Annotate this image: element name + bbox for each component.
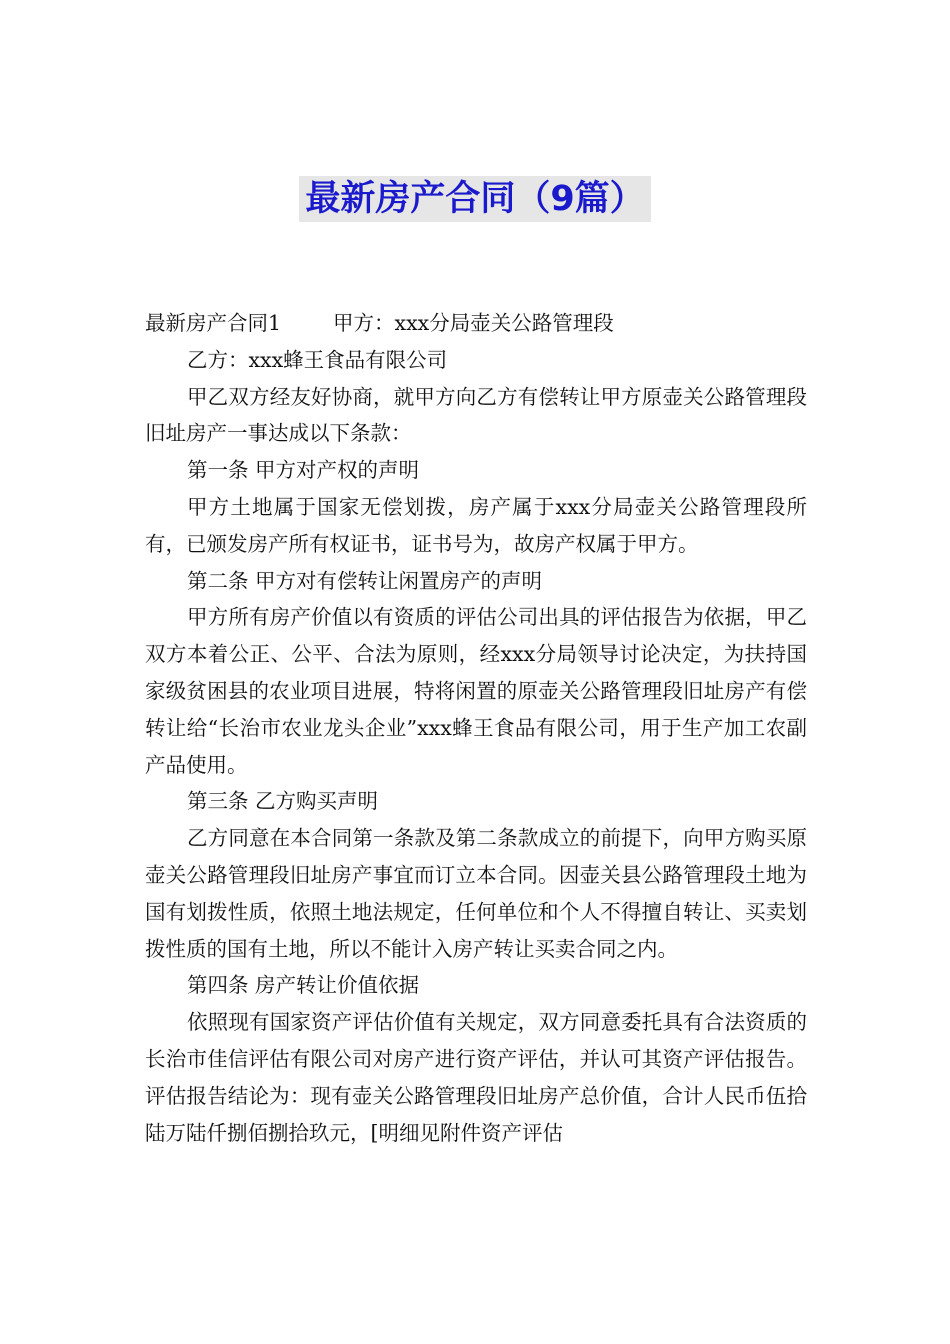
clause-2-text: 甲方所有房产价值以有资质的评估公司出具的评估报告为依据，甲乙双方本着公正、公平、合法为原则，经xxx分局领导讨论决定，为扶持国家级贫困县的农业项目进展，特将闲置的原壶关公路管理段旧址房产有偿转让给“长治市农业龙头企业”xxx蜂王食品有限公司，用于生产加工农副产品使用。	[145, 605, 807, 777]
party-a: 甲方：xxx分局壶关公路管理段	[333, 311, 614, 335]
clause-1-text: 甲方土地属于国家无偿划拨，房产属于xxx分局壶关公路管理段所有，已颁发房产所有权证书，证书号为，故房产权属于甲方。	[145, 494, 807, 556]
document-body	[145, 305, 807, 1151]
party-b: 乙方：xxx蜂王食品有限公司	[187, 347, 448, 372]
document-title: 最新房产合同（9篇）	[299, 176, 650, 222]
clause-4-text: 依照现有国家资产评估价值有关规定，双方同意委托具有合法资质的长治市佳信评估有限公司对房产进行资产评估，并认可其资产评估报告。评估报告结论为：现有壶关公路管理段旧址房产总价值，合计人民币伍拾陆万陆仟捌佰捌拾玖元，[明细见附件资产评估	[145, 1010, 807, 1145]
clause-1-heading: 第一条 甲方对产权的声明	[187, 458, 420, 483]
clause-2-heading: 第二条 甲方对有偿转让闲置房产的声明	[187, 568, 543, 593]
title-area	[0, 176, 950, 222]
contract-heading: 最新房产合同1	[145, 311, 282, 335]
clause-3-text: 乙方同意在本合同第一条款及第二条款成立的前提下，向甲方购买原壶关公路管理段旧址房产事宜而订立本合同。因壶关县公路管理段土地为国有划拨性质，依照土地法规定，任何单位和个人不得擅自转让、买卖划拨性质的国有土地，所以不能计入房产转让买卖合同之内。	[145, 826, 807, 961]
intro-paragraph: 甲乙双方经友好协商，就甲方向乙方有偿转让甲方原壶关公路管理段旧址房产一事达成以下条款：	[145, 384, 807, 446]
first-line	[145, 305, 807, 342]
clause-4-heading: 第四条 房产转让价值依据	[187, 973, 420, 998]
clause-3-heading: 第三条 乙方购买声明	[187, 789, 379, 814]
